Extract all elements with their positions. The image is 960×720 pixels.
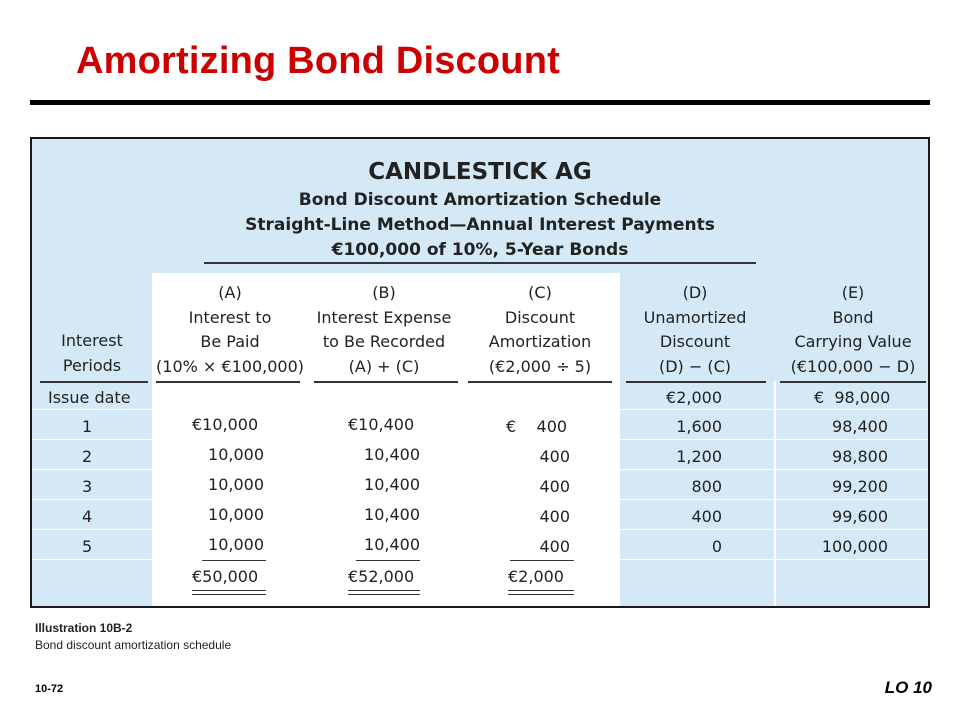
cell-period: 1 — [82, 417, 93, 436]
page-number: 10-72 — [35, 683, 64, 695]
cell-a: 10,000 — [208, 535, 264, 554]
cell-a: 10,000 — [208, 445, 264, 464]
col-header-d: (D) Unamortized Discount (D) − (C) — [643, 283, 747, 376]
row-separator — [32, 499, 928, 500]
schedule-bonds: €100,000 of 10%, 5-Year Bonds — [331, 240, 629, 260]
cell-e: 98,800 — [832, 447, 888, 466]
cell-b: 10,400 — [364, 475, 420, 494]
col-rule-c — [468, 381, 612, 383]
col-rule-e — [780, 381, 926, 383]
sum-rule-c — [510, 560, 574, 561]
double-rule-a — [192, 590, 266, 595]
sum-rule-b — [356, 560, 420, 561]
column-gap — [774, 381, 776, 608]
cell-a: €10,000 — [192, 415, 259, 434]
double-rule-b — [348, 590, 420, 595]
amortization-schedule-table — [30, 137, 930, 608]
cell-e: 99,200 — [832, 477, 888, 496]
total-b: €52,000 — [348, 567, 415, 586]
cell-period: 2 — [82, 447, 93, 466]
cell-c: 400 — [539, 507, 570, 526]
cell-b: 10,400 — [364, 535, 420, 554]
double-rule-c — [508, 590, 574, 595]
slide-title: Amortizing Bond Discount — [76, 40, 560, 82]
total-c: €2,000 — [508, 567, 564, 586]
cell-a: 10,000 — [208, 475, 264, 494]
cell-period: 3 — [82, 477, 93, 496]
col-header-a: (A) Interest to Be Paid (10% × €100,000) — [156, 283, 304, 376]
schedule-title: Bond Discount Amortization Schedule — [298, 190, 662, 210]
row-separator — [32, 529, 928, 530]
learning-objective: LO 10 — [884, 678, 932, 697]
row-separator — [32, 469, 928, 470]
col-header-c: (C) Discount Amortization (€2,000 ÷ 5) — [488, 283, 592, 376]
total-a: €50,000 — [192, 567, 259, 586]
illustration-label: Illustration 10B-2 — [35, 621, 133, 635]
cell-b: €10,400 — [348, 415, 415, 434]
cell-b: 10,400 — [364, 505, 420, 524]
col-header-periods: Interest Periods — [61, 331, 123, 375]
cell-d: 1,600 — [676, 417, 722, 436]
cell-e: € 98,000 — [814, 388, 891, 407]
illustration-caption: Bond discount amortization schedule — [35, 638, 232, 652]
row-separator — [32, 559, 928, 560]
cell-d: 1,200 — [676, 447, 722, 466]
cell-c: 400 — [539, 537, 570, 556]
col-header-e: (E) Bond Carrying Value (€100,000 − D) — [790, 283, 916, 376]
cell-period: 5 — [82, 537, 93, 556]
cell-d: 0 — [711, 537, 722, 556]
row-separator — [32, 409, 928, 410]
col-rule-d — [626, 381, 766, 383]
cell-a: 10,000 — [208, 505, 264, 524]
cell-period: Issue date — [48, 388, 131, 407]
cell-d: €2,000 — [666, 388, 722, 407]
cell-c: 400 — [539, 447, 570, 466]
cell-e: 100,000 — [821, 537, 888, 556]
col-rule-a — [156, 381, 300, 383]
cell-e: 98,400 — [832, 417, 888, 436]
col-rule-periods — [40, 381, 148, 383]
cell-e: 99,600 — [832, 507, 888, 526]
cell-c: 400 — [539, 477, 570, 496]
cell-d: 400 — [691, 507, 722, 526]
col-rule-b — [314, 381, 458, 383]
cell-d: 800 — [691, 477, 722, 496]
company-name: CANDLESTICK AG — [368, 159, 592, 185]
cell-period: 4 — [82, 507, 93, 526]
header-divider — [204, 262, 756, 264]
cell-b: 10,400 — [364, 445, 420, 464]
schedule-method: Straight-Line Method—Annual Interest Payments — [245, 215, 715, 235]
cell-c: € 400 — [506, 417, 568, 436]
row-separator — [32, 439, 928, 440]
sum-rule-a — [202, 560, 266, 561]
title-divider — [30, 100, 930, 105]
col-header-b: (B) Interest Expense to Be Recorded (A) + (C) — [316, 283, 452, 376]
